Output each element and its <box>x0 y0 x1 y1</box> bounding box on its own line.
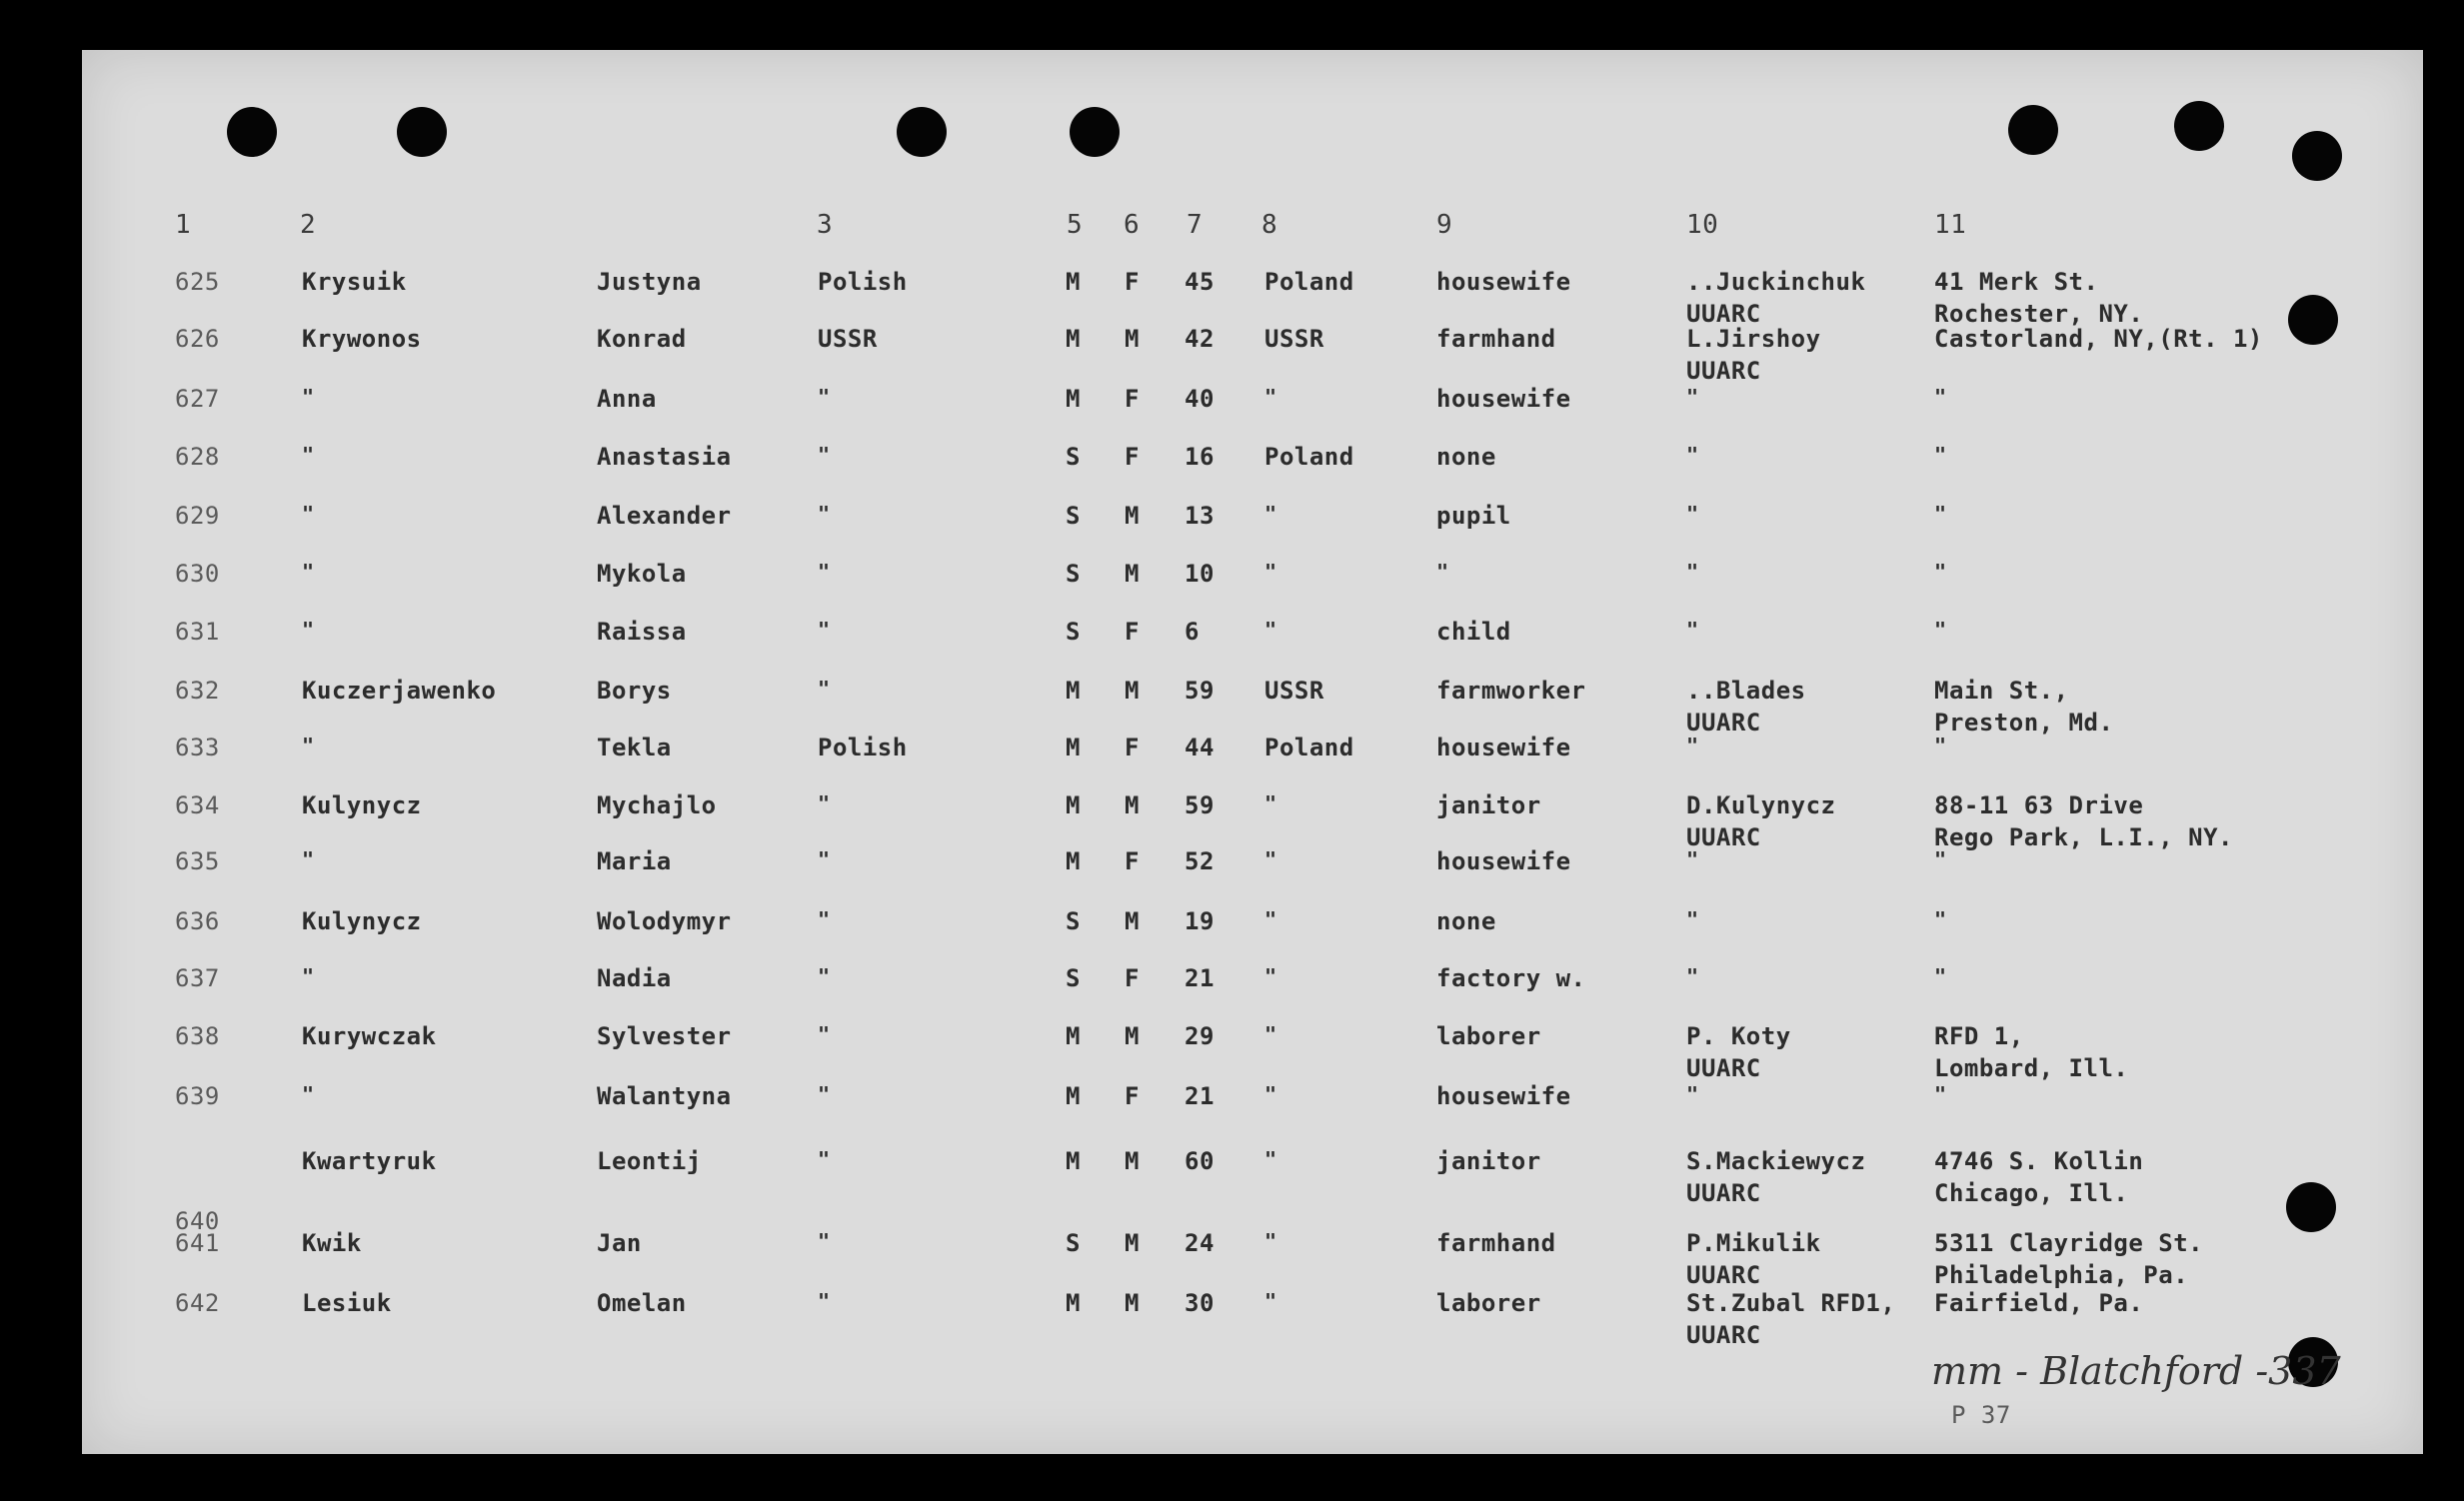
occupation-cell: housewife <box>1436 385 1571 413</box>
record-number-cell: 640 <box>175 1207 220 1235</box>
nationality-cell: Polish <box>818 268 908 296</box>
sponsor-cell: " <box>1686 443 1699 467</box>
sponsor-cell: ..Juckinchuk <box>1686 268 1866 296</box>
sponsor-org-cell: UUARC <box>1686 709 1761 737</box>
sex-cell: M <box>1125 791 1140 819</box>
given-name-cell: Justyna <box>597 268 702 296</box>
marital-status-cell: S <box>1066 560 1081 588</box>
age-cell: 21 <box>1185 1082 1215 1110</box>
sex-cell: F <box>1125 734 1140 761</box>
sex-cell: F <box>1125 847 1140 875</box>
nationality-cell: " <box>818 385 831 409</box>
address-cell: 4746 S. Kollin <box>1934 1147 2144 1175</box>
address-cell: 41 Merk St. <box>1934 268 2099 296</box>
given-name-cell: Mykola <box>597 560 687 588</box>
marital-status-cell: M <box>1066 385 1081 413</box>
surname-cell: Kurywczak <box>302 1022 437 1050</box>
marital-status-cell: S <box>1066 618 1081 646</box>
age-cell: 24 <box>1185 1229 1215 1257</box>
country-cell: USSR <box>1264 325 1324 353</box>
nationality-cell: " <box>818 1229 831 1253</box>
sponsor-cell: P.Mikulik <box>1686 1229 1821 1257</box>
country-cell: Poland <box>1264 734 1354 761</box>
punch-hole <box>2292 131 2342 181</box>
record-number-cell: 625 <box>175 268 220 296</box>
sponsor-cell: P. Koty <box>1686 1022 1791 1050</box>
occupation-cell: none <box>1436 443 1496 471</box>
nationality-cell: " <box>818 907 831 931</box>
record-number-cell: 632 <box>175 677 220 705</box>
country-cell: " <box>1264 907 1277 931</box>
given-name-cell: Leontij <box>597 1147 702 1175</box>
address-cell: Fairfield, Pa. <box>1934 1289 2144 1317</box>
nationality-cell: " <box>818 560 831 584</box>
punch-hole <box>227 107 277 157</box>
age-cell: 59 <box>1185 677 1215 705</box>
record-number-cell: 639 <box>175 1082 220 1110</box>
sex-cell: F <box>1125 443 1140 471</box>
sponsor-cell: " <box>1686 964 1699 988</box>
sponsor-cell: " <box>1686 734 1699 757</box>
sponsor-cell: ..Blades <box>1686 677 1806 705</box>
marital-status-cell: M <box>1066 734 1081 761</box>
country-cell: " <box>1264 1082 1277 1106</box>
sex-cell: F <box>1125 618 1140 646</box>
surname-cell: Krysuik <box>302 268 407 296</box>
record-number-cell: 628 <box>175 443 220 471</box>
age-cell: 45 <box>1185 268 1215 296</box>
occupation-cell: farmhand <box>1436 325 1556 353</box>
surname-cell: " <box>302 502 315 526</box>
marital-status-cell: M <box>1066 1289 1081 1317</box>
surname-cell: Kulynycz <box>302 907 422 935</box>
sponsor-cell: S.Mackiewycz <box>1686 1147 1866 1175</box>
column-header: 2 <box>300 210 317 240</box>
surname-cell: " <box>302 1082 315 1106</box>
address-cell: " <box>1934 618 1947 642</box>
sex-cell: M <box>1125 677 1140 705</box>
given-name-cell: Jan <box>597 1229 642 1257</box>
marital-status-cell: M <box>1066 1022 1081 1050</box>
punch-hole <box>1070 107 1120 157</box>
address-cell: " <box>1934 502 1947 526</box>
column-header: 8 <box>1261 210 1278 240</box>
age-cell: 40 <box>1185 385 1215 413</box>
sponsor-cell: St.Zubal RFD1, <box>1686 1289 1896 1317</box>
nationality-cell: " <box>818 1289 831 1313</box>
sex-cell: F <box>1125 268 1140 296</box>
sponsor-org-cell: UUARC <box>1686 823 1761 851</box>
record-number-cell: 631 <box>175 618 220 646</box>
sponsor-cell: D.Kulynycz <box>1686 791 1836 819</box>
given-name-cell: Borys <box>597 677 672 705</box>
sex-cell: F <box>1125 385 1140 413</box>
occupation-cell: housewife <box>1436 847 1571 875</box>
address-cell: RFD 1, <box>1934 1022 2024 1050</box>
address-cell: " <box>1934 964 1947 988</box>
surname-cell: " <box>302 847 315 871</box>
nationality-cell: " <box>818 791 831 815</box>
given-name-cell: Anna <box>597 385 657 413</box>
country-cell: " <box>1264 791 1277 815</box>
address-line2-cell: Rochester, NY. <box>1934 300 2144 328</box>
country-cell: " <box>1264 1289 1277 1313</box>
country-cell: Poland <box>1264 443 1354 471</box>
record-number-cell: 642 <box>175 1289 220 1317</box>
marital-status-cell: M <box>1066 1082 1081 1110</box>
occupation-cell: housewife <box>1436 1082 1571 1110</box>
nationality-cell: " <box>818 677 831 701</box>
marital-status-cell: M <box>1066 847 1081 875</box>
nationality-cell: " <box>818 502 831 526</box>
country-cell: " <box>1264 1022 1277 1046</box>
address-cell: 88-11 63 Drive <box>1934 791 2144 819</box>
occupation-cell: factory w. <box>1436 964 1586 992</box>
sex-cell: M <box>1125 502 1140 530</box>
sponsor-cell: " <box>1686 1082 1699 1106</box>
nationality-cell: " <box>818 1147 831 1171</box>
column-header: 10 <box>1686 210 1719 240</box>
record-number-cell: 630 <box>175 560 220 588</box>
marital-status-cell: S <box>1066 443 1081 471</box>
occupation-cell: housewife <box>1436 268 1571 296</box>
sponsor-org-cell: UUARC <box>1686 300 1761 328</box>
occupation-cell: farmhand <box>1436 1229 1556 1257</box>
column-header: 7 <box>1187 210 1204 240</box>
age-cell: 21 <box>1185 964 1215 992</box>
sex-cell: M <box>1125 1022 1140 1050</box>
document-card <box>82 50 2423 1454</box>
address-line2-cell: Chicago, Ill. <box>1934 1179 2129 1207</box>
age-cell: 29 <box>1185 1022 1215 1050</box>
address-cell: " <box>1934 443 1947 467</box>
age-cell: 13 <box>1185 502 1215 530</box>
record-number-cell: 629 <box>175 502 220 530</box>
record-number-cell: 637 <box>175 964 220 992</box>
given-name-cell: Wolodymyr <box>597 907 732 935</box>
marital-status-cell: M <box>1066 677 1081 705</box>
nationality-cell: " <box>818 847 831 871</box>
country-cell: USSR <box>1264 677 1324 705</box>
surname-cell: Kulynycz <box>302 791 422 819</box>
occupation-cell: janitor <box>1436 791 1541 819</box>
sponsor-cell: " <box>1686 618 1699 642</box>
age-cell: 10 <box>1185 560 1215 588</box>
nationality-cell: USSR <box>818 325 878 353</box>
address-line2-cell: Lombard, Ill. <box>1934 1054 2129 1082</box>
sponsor-cell: L.Jirshoy <box>1686 325 1821 353</box>
address-cell: " <box>1934 847 1947 871</box>
punch-hole <box>897 107 947 157</box>
sponsor-cell: " <box>1686 847 1699 871</box>
marital-status-cell: M <box>1066 268 1081 296</box>
address-cell: " <box>1934 907 1947 931</box>
surname-cell: " <box>302 734 315 757</box>
address-cell: " <box>1934 560 1947 584</box>
nationality-cell: " <box>818 1022 831 1046</box>
nationality-cell: " <box>818 1082 831 1106</box>
marital-status-cell: M <box>1066 791 1081 819</box>
surname-cell: " <box>302 618 315 642</box>
marital-status-cell: S <box>1066 907 1081 935</box>
sponsor-org-cell: UUARC <box>1686 1179 1761 1207</box>
sex-cell: M <box>1125 1147 1140 1175</box>
surname-cell: Krywonos <box>302 325 422 353</box>
age-cell: 60 <box>1185 1147 1215 1175</box>
given-name-cell: Walantyna <box>597 1082 732 1110</box>
country-cell: " <box>1264 560 1277 584</box>
punch-hole <box>2286 1182 2336 1232</box>
given-name-cell: Konrad <box>597 325 687 353</box>
sex-cell: F <box>1125 964 1140 992</box>
nationality-cell: " <box>818 618 831 642</box>
marital-status-cell: M <box>1066 1147 1081 1175</box>
record-number-cell: 633 <box>175 734 220 761</box>
record-number-cell: 626 <box>175 325 220 353</box>
surname-cell: " <box>302 443 315 467</box>
occupation-cell: none <box>1436 907 1496 935</box>
address-cell: 5311 Clayridge St. <box>1934 1229 2204 1257</box>
country-cell: " <box>1264 964 1277 988</box>
address-cell: " <box>1934 1082 1947 1106</box>
sex-cell: M <box>1125 1229 1140 1257</box>
occupation-cell: pupil <box>1436 502 1511 530</box>
age-cell: 44 <box>1185 734 1215 761</box>
country-cell: " <box>1264 1229 1277 1253</box>
column-header: 1 <box>175 210 192 240</box>
given-name-cell: Maria <box>597 847 672 875</box>
page-number: P 37 <box>1951 1401 2011 1429</box>
occupation-cell: child <box>1436 618 1511 646</box>
given-name-cell: Omelan <box>597 1289 687 1317</box>
given-name-cell: Raissa <box>597 618 687 646</box>
occupation-cell: janitor <box>1436 1147 1541 1175</box>
address-line2-cell: Preston, Md. <box>1934 709 2114 737</box>
surname-cell: Lesiuk <box>302 1289 392 1317</box>
surname-cell: " <box>302 964 315 988</box>
record-number-cell: 635 <box>175 847 220 875</box>
country-cell: " <box>1264 502 1277 526</box>
occupation-cell: " <box>1436 560 1449 584</box>
surname-cell: Kwik <box>302 1229 362 1257</box>
age-cell: 19 <box>1185 907 1215 935</box>
address-cell: Main St., <box>1934 677 2069 705</box>
surname-cell: " <box>302 560 315 584</box>
sponsor-org-cell: UUARC <box>1686 1261 1761 1289</box>
surname-cell: " <box>302 385 315 409</box>
record-number-cell: 638 <box>175 1022 220 1050</box>
sex-cell: F <box>1125 1082 1140 1110</box>
occupation-cell: laborer <box>1436 1022 1541 1050</box>
nationality-cell: Polish <box>818 734 908 761</box>
sponsor-cell: " <box>1686 385 1699 409</box>
age-cell: 6 <box>1185 618 1200 646</box>
address-cell: " <box>1934 734 1947 757</box>
punch-hole <box>397 107 447 157</box>
marital-status-cell: S <box>1066 1229 1081 1257</box>
nationality-cell: " <box>818 443 831 467</box>
column-header: 5 <box>1067 210 1084 240</box>
age-cell: 30 <box>1185 1289 1215 1317</box>
sex-cell: M <box>1125 560 1140 588</box>
sex-cell: M <box>1125 325 1140 353</box>
record-number-cell: 641 <box>175 1229 220 1257</box>
sponsor-org-cell: UUARC <box>1686 1321 1761 1349</box>
address-line2-cell: Philadelphia, Pa. <box>1934 1261 2189 1289</box>
sponsor-cell: " <box>1686 907 1699 931</box>
sponsor-org-cell: UUARC <box>1686 1054 1761 1082</box>
handwritten-note: mm - Blatchford -337 <box>1931 1349 2341 1393</box>
column-header: 6 <box>1124 210 1141 240</box>
marital-status-cell: S <box>1066 502 1081 530</box>
surname-cell: Kwartyruk <box>302 1147 437 1175</box>
country-cell: " <box>1264 1147 1277 1171</box>
sex-cell: M <box>1125 1289 1140 1317</box>
age-cell: 59 <box>1185 791 1215 819</box>
sponsor-cell: " <box>1686 502 1699 526</box>
country-cell: " <box>1264 385 1277 409</box>
sex-cell: M <box>1125 907 1140 935</box>
age-cell: 42 <box>1185 325 1215 353</box>
country-cell: " <box>1264 618 1277 642</box>
marital-status-cell: M <box>1066 325 1081 353</box>
address-cell: Castorland, NY,(Rt. 1) <box>1934 325 2263 353</box>
sponsor-org-cell: UUARC <box>1686 357 1761 385</box>
surname-cell: Kuczerjawenko <box>302 677 497 705</box>
given-name-cell: Alexander <box>597 502 732 530</box>
occupation-cell: laborer <box>1436 1289 1541 1317</box>
occupation-cell: housewife <box>1436 734 1571 761</box>
sponsor-cell: " <box>1686 560 1699 584</box>
given-name-cell: Mychajlo <box>597 791 717 819</box>
record-number-cell: 627 <box>175 385 220 413</box>
country-cell: " <box>1264 847 1277 871</box>
country-cell: Poland <box>1264 268 1354 296</box>
address-cell: " <box>1934 385 1947 409</box>
nationality-cell: " <box>818 964 831 988</box>
record-number-cell: 634 <box>175 791 220 819</box>
given-name-cell: Sylvester <box>597 1022 732 1050</box>
column-header: 11 <box>1934 210 1967 240</box>
age-cell: 16 <box>1185 443 1215 471</box>
column-header: 9 <box>1436 210 1453 240</box>
marital-status-cell: S <box>1066 964 1081 992</box>
occupation-cell: farmworker <box>1436 677 1586 705</box>
given-name-cell: Nadia <box>597 964 672 992</box>
address-line2-cell: Rego Park, L.I., NY. <box>1934 823 2233 851</box>
punch-hole <box>2174 101 2224 151</box>
punch-hole <box>2288 295 2338 345</box>
punch-hole <box>2008 105 2058 155</box>
column-header: 3 <box>817 210 834 240</box>
age-cell: 52 <box>1185 847 1215 875</box>
record-number-cell: 636 <box>175 907 220 935</box>
given-name-cell: Anastasia <box>597 443 732 471</box>
given-name-cell: Tekla <box>597 734 672 761</box>
